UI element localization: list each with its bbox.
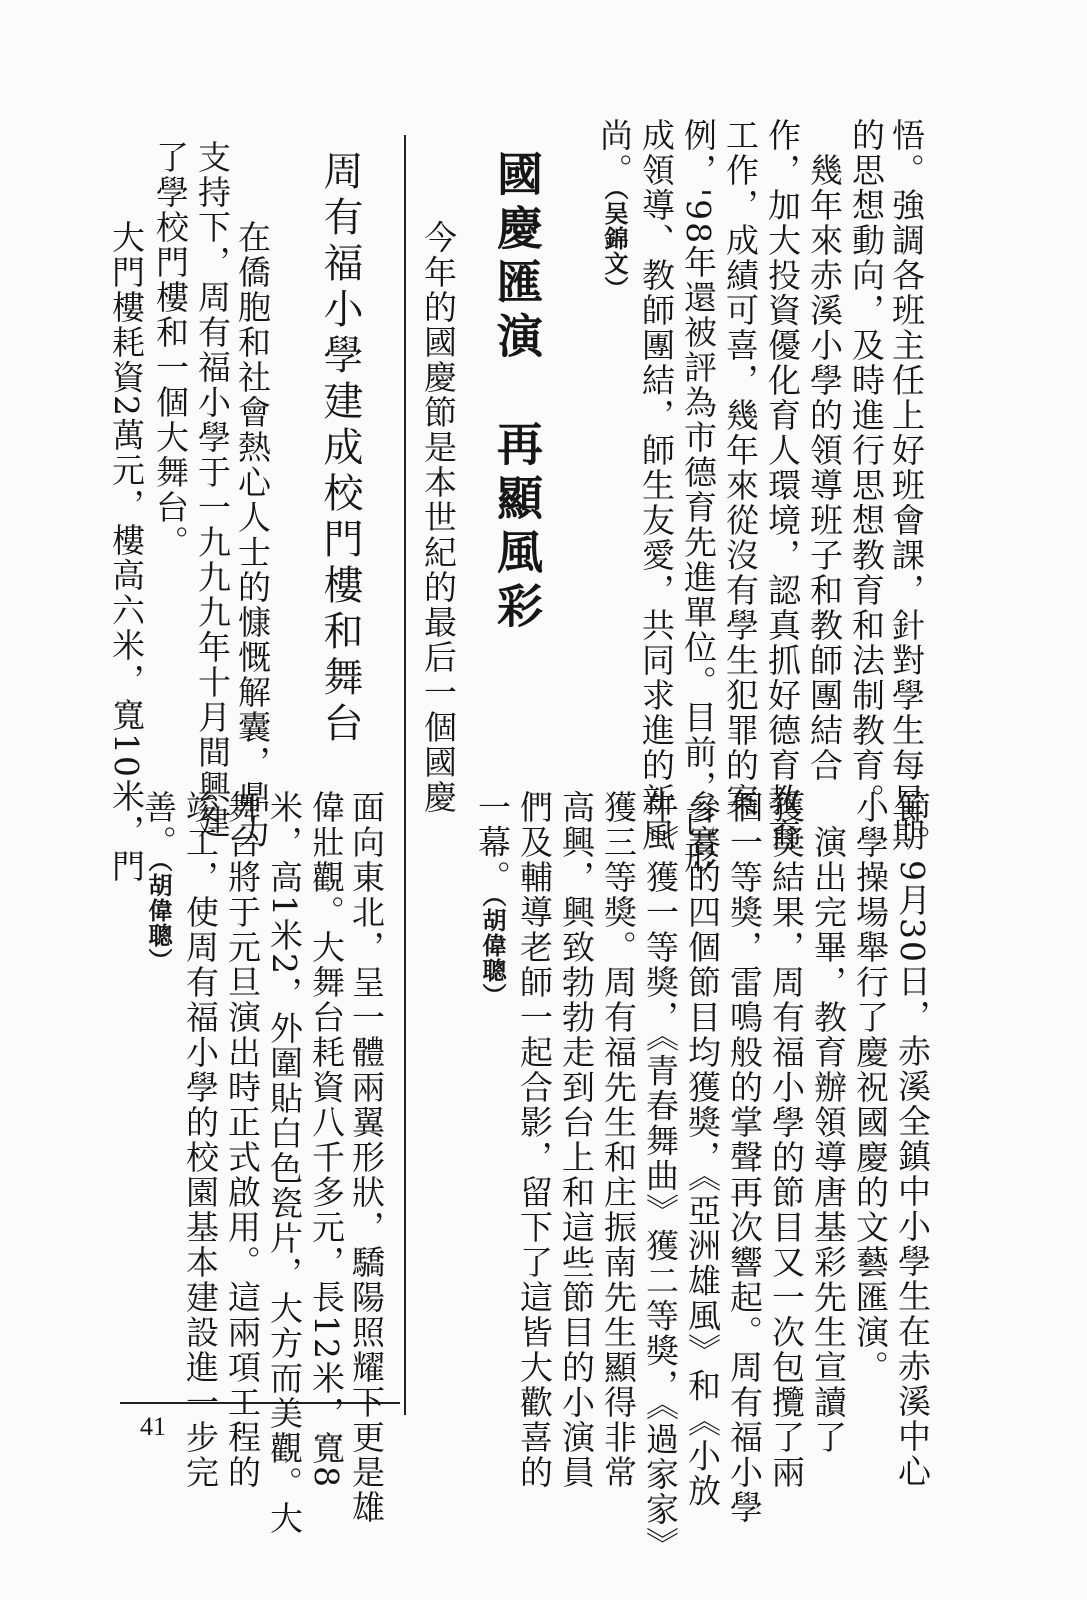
text-column: 在僑胞和社會熱心人士的慷慨解囊，鼎力 [233, 185, 272, 850]
text-column: 的思想動向，及時進行思想教育和法制教育。 [847, 118, 886, 818]
text-column-end [139, 790, 178, 973]
text-column: 節。9月30日，赤溪全鎮中小學生在赤溪中心 [893, 790, 932, 1489]
text-column: 牛》獲一等獎，《青春舞曲》獲二等獎，《過家家》 [641, 790, 680, 1562]
text-column: 獲三等獎。周有福先生和庄振南先生顯得非常 [599, 790, 638, 1490]
text-column: 參賽的四個節目均獲獎，《亞洲雄風》和《小放 [683, 790, 722, 1509]
page-number: 41 [140, 1412, 166, 1441]
author-credit: （胡偉聰） [478, 895, 507, 1008]
text-column: 高興，興致勃勃走到台上和這些節目的小演員 [557, 790, 596, 1490]
text-column-end [473, 790, 512, 1008]
column-divider [404, 135, 406, 1415]
article-title: 周有福小學建成校門樓和舞台 [317, 150, 363, 748]
text-column: 們及輔導老師一起合影，留下了這皆大歡喜的 [515, 790, 554, 1490]
text-column: 幾年來赤溪小學的領導班子和教師團結合 [805, 118, 844, 783]
text-column: 支持下，周有福小學于一九九九年十月間興建 [193, 140, 232, 840]
text-column: 舞台將于元旦演出時正式啟用。這兩項工程的 [223, 790, 262, 1490]
article-title: 國慶匯演 再顯風彩 [490, 150, 544, 636]
text-column: 今年的國慶節是本世紀的最后一個國慶 [419, 185, 458, 815]
text-column-end [595, 118, 634, 301]
text-column: 大門樓耗資2萬元，樓高六米，寬10米，門 [107, 185, 146, 884]
text-column: 小學操場舉行了慶祝國慶的文藝匯演。 [851, 790, 890, 1385]
text-column: 作，加大投資優化育人環境，認真抓好德育教育 [763, 118, 802, 853]
text-column: 米，高1米2，外圍貼白色瓷片，大方而美觀。大 [265, 790, 304, 1536]
text-column: 了學校門樓和一個大舞台。 [151, 140, 190, 560]
text-last-line: 善。 [139, 790, 178, 860]
author-credit: （胡偉聰） [144, 860, 173, 973]
text-column: 個一等獎，雷鳴般的掌聲再次響起。周有福小學 [725, 790, 764, 1525]
text-column: 演出完畢，教育辦領導唐基彩先生宣讀了 [809, 790, 848, 1455]
text-column: 悟。強調各班主任上好班會課，針對學生每星期 [887, 118, 926, 853]
author-credit: （吴錦文） [600, 188, 629, 301]
text-column: 例，'98年還被評為市德育先進單位。目前，已形 [679, 118, 718, 876]
text-column: 偉壯觀。大舞台耗資八千多元，長12米，寬8 [307, 790, 346, 1489]
text-last-line: 一幕。 [473, 790, 512, 895]
text-column: 獲獎結果，周有福小學的節目又一次包攬了兩 [767, 790, 806, 1490]
text-last-line: 尚。 [595, 118, 634, 188]
text-column: 工作，成績可喜，幾年來從沒有學生犯罪的案 [721, 118, 760, 818]
text-column: 面向東北，呈一體兩翼形狀，驕陽照耀下更是雄 [347, 790, 386, 1525]
text-column: 成領導、教師團結，師生友愛，共同求進的新風 [637, 118, 676, 853]
text-column: 竣工，使周有福小學的校園基本建設進一步完 [181, 790, 220, 1490]
